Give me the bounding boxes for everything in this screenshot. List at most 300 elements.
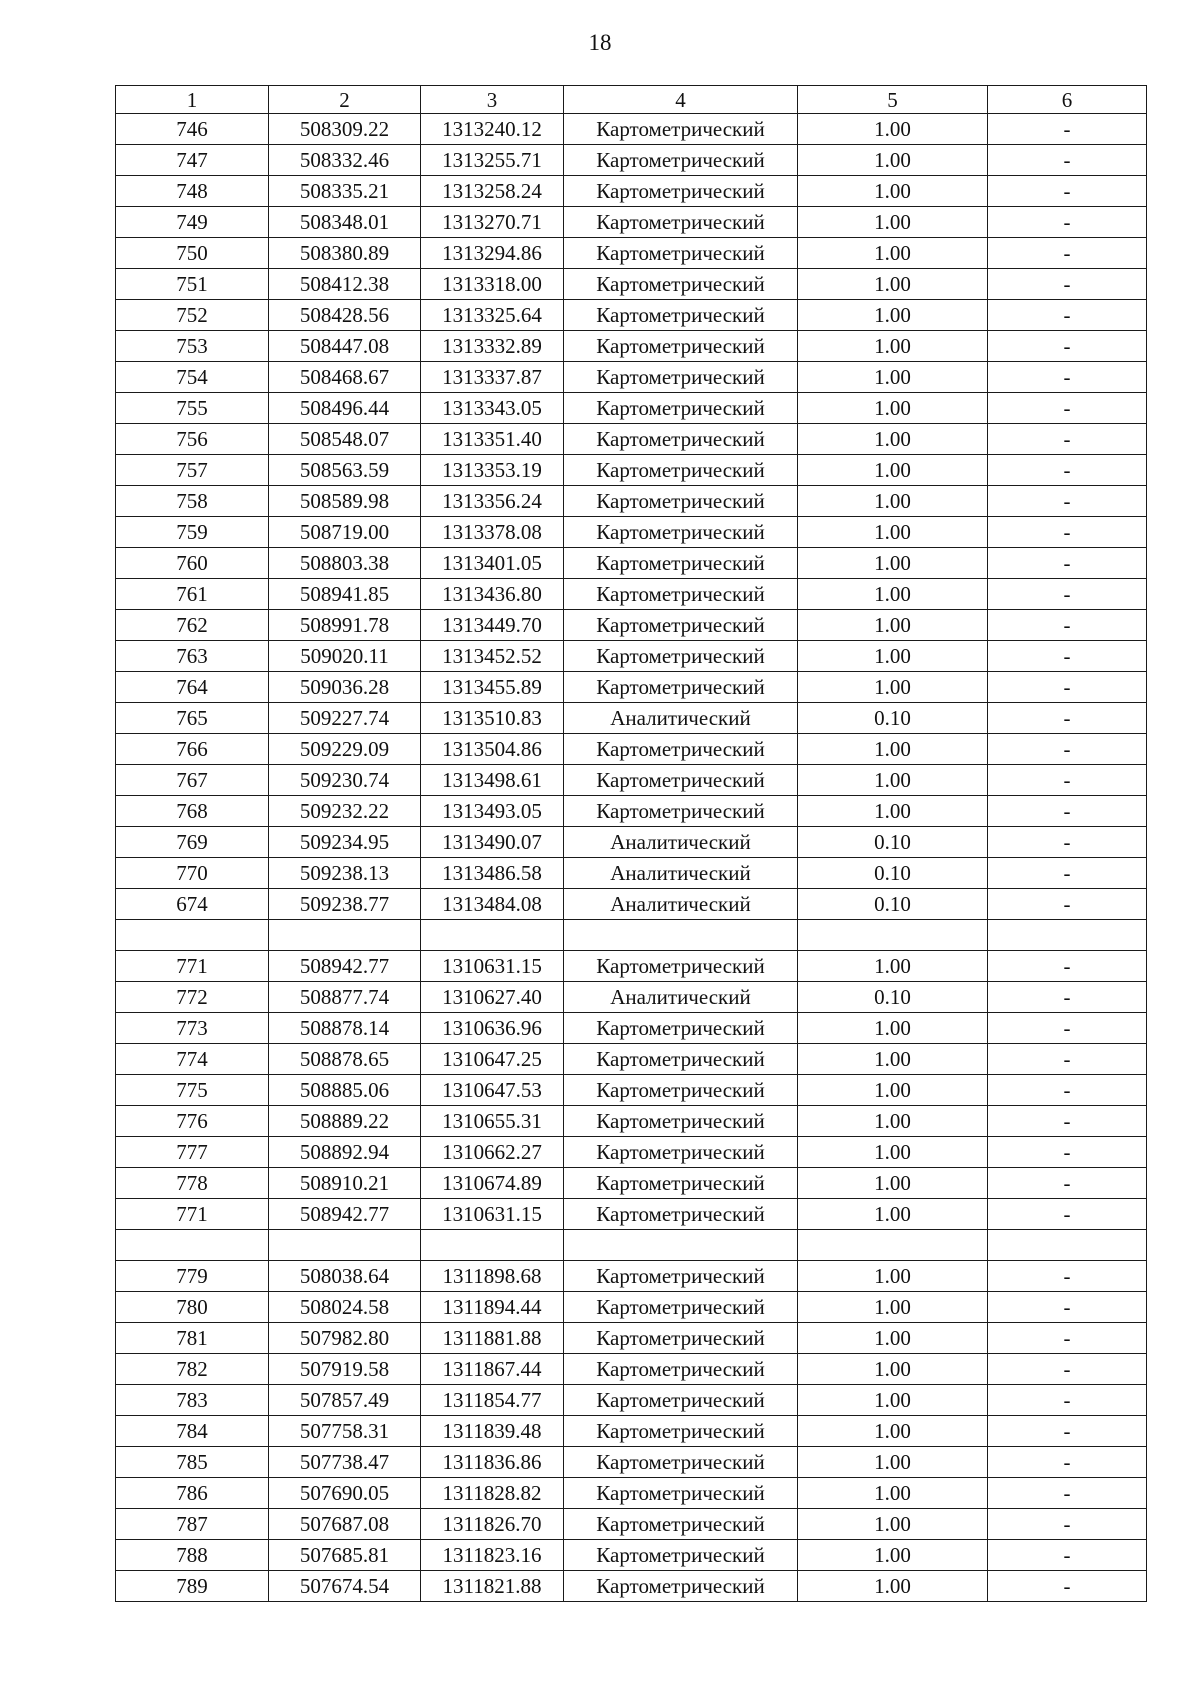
x-coordinate-cell [269, 1230, 421, 1261]
table-row [116, 1106, 1147, 1137]
note-cell: - [988, 610, 1147, 641]
table-row [116, 765, 1147, 796]
coordinates-table [115, 85, 1147, 1602]
method-cell: Картометрический [564, 1168, 798, 1199]
accuracy-cell: 1.00 [798, 1323, 988, 1354]
table-row [116, 982, 1147, 1013]
method-cell: Картометрический [564, 1323, 798, 1354]
x-coordinate-cell: 508589.98 [269, 486, 421, 517]
accuracy-cell: 0.10 [798, 858, 988, 889]
table-row [116, 1075, 1147, 1106]
method-cell: Картометрический [564, 1292, 798, 1323]
accuracy-cell [798, 1230, 988, 1261]
x-coordinate-cell: 507690.05 [269, 1478, 421, 1509]
y-coordinate-cell: 1313490.07 [421, 827, 564, 858]
accuracy-cell: 1.00 [798, 1168, 988, 1199]
x-coordinate-cell: 509238.77 [269, 889, 421, 920]
method-cell: Картометрический [564, 548, 798, 579]
accuracy-cell: 1.00 [798, 114, 988, 145]
accuracy-cell: 0.10 [798, 889, 988, 920]
point-number-cell: 782 [116, 1354, 269, 1385]
table-row [116, 145, 1147, 176]
y-coordinate-cell: 1310662.27 [421, 1137, 564, 1168]
point-number-cell: 764 [116, 672, 269, 703]
point-number-cell: 768 [116, 796, 269, 827]
method-cell: Картометрический [564, 1075, 798, 1106]
point-number-cell: 746 [116, 114, 269, 145]
method-cell: Картометрический [564, 145, 798, 176]
x-coordinate-cell: 508877.74 [269, 982, 421, 1013]
method-cell: Картометрический [564, 269, 798, 300]
note-cell: - [988, 1416, 1147, 1447]
point-number-cell: 758 [116, 486, 269, 517]
note-cell: - [988, 1478, 1147, 1509]
coordinates-table-body [116, 86, 1147, 1602]
table-row [116, 393, 1147, 424]
table-row [116, 703, 1147, 734]
table-row [116, 114, 1147, 145]
table-row [116, 486, 1147, 517]
page-number: 18 [588, 30, 612, 55]
x-coordinate-cell: 508889.22 [269, 1106, 421, 1137]
note-cell: - [988, 238, 1147, 269]
note-cell: - [988, 672, 1147, 703]
accuracy-cell: 1.00 [798, 1261, 988, 1292]
accuracy-cell: 1.00 [798, 362, 988, 393]
point-number-cell [116, 1230, 269, 1261]
point-number-cell: 755 [116, 393, 269, 424]
x-coordinate-cell [269, 920, 421, 951]
y-coordinate-cell: 1313258.24 [421, 176, 564, 207]
y-coordinate-cell: 1313356.24 [421, 486, 564, 517]
y-coordinate-cell: 1310647.53 [421, 1075, 564, 1106]
note-cell [988, 1230, 1147, 1261]
table-row [116, 269, 1147, 300]
note-cell: - [988, 393, 1147, 424]
note-cell: - [988, 207, 1147, 238]
table-row [116, 331, 1147, 362]
table-row [116, 889, 1147, 920]
method-cell [564, 1230, 798, 1261]
accuracy-cell: 1.00 [798, 1509, 988, 1540]
note-cell: - [988, 1168, 1147, 1199]
table-row [116, 300, 1147, 331]
point-number-cell: 751 [116, 269, 269, 300]
method-cell: Картометрический [564, 517, 798, 548]
note-cell: - [988, 517, 1147, 548]
accuracy-cell: 0.10 [798, 982, 988, 1013]
accuracy-cell: 1.00 [798, 1044, 988, 1075]
method-cell: Картометрический [564, 1013, 798, 1044]
point-number-cell: 749 [116, 207, 269, 238]
method-cell: Картометрический [564, 455, 798, 486]
note-cell: - [988, 176, 1147, 207]
point-number-cell: 787 [116, 1509, 269, 1540]
x-coordinate-cell: 508885.06 [269, 1075, 421, 1106]
table-row [116, 1354, 1147, 1385]
method-cell: Картометрический [564, 300, 798, 331]
accuracy-cell: 1.00 [798, 145, 988, 176]
accuracy-cell: 0.10 [798, 703, 988, 734]
note-cell: - [988, 424, 1147, 455]
x-coordinate-cell: 508878.65 [269, 1044, 421, 1075]
accuracy-cell: 1.00 [798, 1013, 988, 1044]
method-cell: Картометрический [564, 176, 798, 207]
table-row [116, 951, 1147, 982]
point-number-cell: 777 [116, 1137, 269, 1168]
accuracy-cell: 1.00 [798, 1075, 988, 1106]
table-row [116, 610, 1147, 641]
point-number-cell: 785 [116, 1447, 269, 1478]
y-coordinate-cell: 1313498.61 [421, 765, 564, 796]
y-coordinate-cell: 1310636.96 [421, 1013, 564, 1044]
y-coordinate-cell: 1311836.86 [421, 1447, 564, 1478]
note-cell: - [988, 114, 1147, 145]
point-number-cell: 766 [116, 734, 269, 765]
method-cell: Картометрический [564, 114, 798, 145]
accuracy-cell: 1.00 [798, 765, 988, 796]
note-cell: - [988, 982, 1147, 1013]
note-cell: - [988, 796, 1147, 827]
x-coordinate-cell: 508941.85 [269, 579, 421, 610]
accuracy-cell: 1.00 [798, 331, 988, 362]
point-number-cell: 783 [116, 1385, 269, 1416]
table-row [116, 548, 1147, 579]
y-coordinate-cell: 1311854.77 [421, 1385, 564, 1416]
y-coordinate-cell [421, 1230, 564, 1261]
note-cell: - [988, 300, 1147, 331]
x-coordinate-cell: 509234.95 [269, 827, 421, 858]
point-number-cell: 772 [116, 982, 269, 1013]
accuracy-cell: 1.00 [798, 1385, 988, 1416]
x-coordinate-cell: 507738.47 [269, 1447, 421, 1478]
x-coordinate-cell: 508548.07 [269, 424, 421, 455]
point-number-cell: 753 [116, 331, 269, 362]
table-row [116, 1540, 1147, 1571]
note-cell: - [988, 1292, 1147, 1323]
y-coordinate-cell: 1313240.12 [421, 114, 564, 145]
note-cell: - [988, 641, 1147, 672]
method-cell: Картометрический [564, 1416, 798, 1447]
table-row [116, 1230, 1147, 1261]
y-coordinate-cell: 1310674.89 [421, 1168, 564, 1199]
accuracy-cell: 1.00 [798, 1354, 988, 1385]
note-cell: - [988, 455, 1147, 486]
method-cell: Картометрический [564, 672, 798, 703]
y-coordinate-cell: 1313325.64 [421, 300, 564, 331]
accuracy-cell: 0.10 [798, 827, 988, 858]
y-coordinate-cell: 1313378.08 [421, 517, 564, 548]
accuracy-cell: 1.00 [798, 610, 988, 641]
y-coordinate-cell: 1311898.68 [421, 1261, 564, 1292]
y-coordinate-cell: 1313486.58 [421, 858, 564, 889]
method-cell: Картометрический [564, 1199, 798, 1230]
x-coordinate-cell: 508332.46 [269, 145, 421, 176]
table-row [116, 1447, 1147, 1478]
y-coordinate-cell: 1313449.70 [421, 610, 564, 641]
method-cell: Картометрический [564, 610, 798, 641]
method-cell: Картометрический [564, 765, 798, 796]
y-coordinate-cell: 1313353.19 [421, 455, 564, 486]
point-number-cell: 778 [116, 1168, 269, 1199]
y-coordinate-cell: 1310647.25 [421, 1044, 564, 1075]
table-row [116, 796, 1147, 827]
note-cell: - [988, 362, 1147, 393]
table-row [116, 1509, 1147, 1540]
accuracy-cell: 1.00 [798, 951, 988, 982]
method-cell: Аналитический [564, 858, 798, 889]
method-cell: Картометрический [564, 796, 798, 827]
x-coordinate-cell: 508412.38 [269, 269, 421, 300]
point-number-cell: 776 [116, 1106, 269, 1137]
method-cell: Картометрический [564, 207, 798, 238]
y-coordinate-cell: 1313294.86 [421, 238, 564, 269]
method-cell: Аналитический [564, 982, 798, 1013]
accuracy-cell: 1.00 [798, 393, 988, 424]
note-cell: - [988, 269, 1147, 300]
accuracy-cell: 1.00 [798, 734, 988, 765]
point-number-cell: 779 [116, 1261, 269, 1292]
y-coordinate-cell: 1313504.86 [421, 734, 564, 765]
table-row [116, 579, 1147, 610]
point-number-cell: 769 [116, 827, 269, 858]
note-cell: - [988, 1199, 1147, 1230]
note-cell: - [988, 579, 1147, 610]
method-cell: Картометрический [564, 579, 798, 610]
point-number-cell: 771 [116, 1199, 269, 1230]
table-row [116, 1044, 1147, 1075]
point-number-cell: 775 [116, 1075, 269, 1106]
note-cell: - [988, 1323, 1147, 1354]
y-coordinate-cell: 1313510.83 [421, 703, 564, 734]
y-coordinate-cell: 1313401.05 [421, 548, 564, 579]
table-row [116, 1168, 1147, 1199]
table-row [116, 517, 1147, 548]
note-cell: - [988, 548, 1147, 579]
table-row [116, 1571, 1147, 1602]
table-row [116, 238, 1147, 269]
y-coordinate-cell: 1313436.80 [421, 579, 564, 610]
point-number-cell: 771 [116, 951, 269, 982]
header-cell-2: 2 [269, 86, 421, 114]
note-cell: - [988, 1571, 1147, 1602]
y-coordinate-cell: 1313270.71 [421, 207, 564, 238]
note-cell: - [988, 858, 1147, 889]
accuracy-cell: 1.00 [798, 1199, 988, 1230]
y-coordinate-cell: 1313493.05 [421, 796, 564, 827]
method-cell: Картометрический [564, 1354, 798, 1385]
table-row [116, 362, 1147, 393]
header-cell-6: 6 [988, 86, 1147, 114]
y-coordinate-cell: 1311821.88 [421, 1571, 564, 1602]
point-number-cell: 763 [116, 641, 269, 672]
x-coordinate-cell: 508803.38 [269, 548, 421, 579]
table-row [116, 455, 1147, 486]
accuracy-cell: 1.00 [798, 1416, 988, 1447]
x-coordinate-cell: 507685.81 [269, 1540, 421, 1571]
note-cell: - [988, 1540, 1147, 1571]
method-cell: Картометрический [564, 641, 798, 672]
method-cell: Картометрический [564, 1106, 798, 1137]
table-row [116, 734, 1147, 765]
accuracy-cell: 1.00 [798, 207, 988, 238]
note-cell: - [988, 1106, 1147, 1137]
y-coordinate-cell: 1311894.44 [421, 1292, 564, 1323]
point-number-cell: 780 [116, 1292, 269, 1323]
x-coordinate-cell: 508447.08 [269, 331, 421, 362]
point-number-cell: 752 [116, 300, 269, 331]
method-cell: Картометрический [564, 734, 798, 765]
x-coordinate-cell: 508942.77 [269, 951, 421, 982]
table-row [116, 176, 1147, 207]
y-coordinate-cell: 1311828.82 [421, 1478, 564, 1509]
point-number-cell: 760 [116, 548, 269, 579]
x-coordinate-cell: 507758.31 [269, 1416, 421, 1447]
method-cell: Картометрический [564, 951, 798, 982]
method-cell: Картометрический [564, 1044, 798, 1075]
table-row [116, 641, 1147, 672]
y-coordinate-cell: 1313255.71 [421, 145, 564, 176]
point-number-cell: 789 [116, 1571, 269, 1602]
accuracy-cell: 1.00 [798, 486, 988, 517]
x-coordinate-cell: 509232.22 [269, 796, 421, 827]
x-coordinate-cell: 509229.09 [269, 734, 421, 765]
table-row [116, 1261, 1147, 1292]
method-cell: Картометрический [564, 1447, 798, 1478]
table-row [116, 672, 1147, 703]
y-coordinate-cell: 1313452.52 [421, 641, 564, 672]
x-coordinate-cell: 508942.77 [269, 1199, 421, 1230]
accuracy-cell: 1.00 [798, 672, 988, 703]
header-cell-1: 1 [116, 86, 269, 114]
x-coordinate-cell: 508380.89 [269, 238, 421, 269]
note-cell: - [988, 1075, 1147, 1106]
point-number-cell: 756 [116, 424, 269, 455]
point-number-cell: 773 [116, 1013, 269, 1044]
x-coordinate-cell: 508496.44 [269, 393, 421, 424]
point-number-cell: 770 [116, 858, 269, 889]
point-number-cell: 750 [116, 238, 269, 269]
x-coordinate-cell: 508309.22 [269, 114, 421, 145]
y-coordinate-cell: 1311823.16 [421, 1540, 564, 1571]
method-cell: Картометрический [564, 486, 798, 517]
x-coordinate-cell: 508719.00 [269, 517, 421, 548]
method-cell: Картометрический [564, 238, 798, 269]
note-cell: - [988, 486, 1147, 517]
note-cell: - [988, 1044, 1147, 1075]
y-coordinate-cell: 1313343.05 [421, 393, 564, 424]
accuracy-cell: 1.00 [798, 579, 988, 610]
x-coordinate-cell: 508991.78 [269, 610, 421, 641]
accuracy-cell: 1.00 [798, 424, 988, 455]
point-number-cell: 774 [116, 1044, 269, 1075]
accuracy-cell: 1.00 [798, 641, 988, 672]
x-coordinate-cell: 508468.67 [269, 362, 421, 393]
note-cell: - [988, 734, 1147, 765]
x-coordinate-cell: 507857.49 [269, 1385, 421, 1416]
method-cell: Картометрический [564, 1137, 798, 1168]
y-coordinate-cell: 1311881.88 [421, 1323, 564, 1354]
method-cell [564, 920, 798, 951]
accuracy-cell: 1.00 [798, 1137, 988, 1168]
point-number-cell: 761 [116, 579, 269, 610]
accuracy-cell: 1.00 [798, 1106, 988, 1137]
header-cell-5: 5 [798, 86, 988, 114]
x-coordinate-cell: 509036.28 [269, 672, 421, 703]
accuracy-cell: 1.00 [798, 269, 988, 300]
y-coordinate-cell: 1313332.89 [421, 331, 564, 362]
header-cell-3: 3 [421, 86, 564, 114]
point-number-cell: 754 [116, 362, 269, 393]
note-cell: - [988, 1509, 1147, 1540]
table-row [116, 424, 1147, 455]
y-coordinate-cell: 1310631.15 [421, 951, 564, 982]
note-cell: - [988, 951, 1147, 982]
method-cell: Картометрический [564, 1540, 798, 1571]
table-row [116, 1385, 1147, 1416]
point-number-cell: 747 [116, 145, 269, 176]
method-cell: Картометрический [564, 331, 798, 362]
point-number-cell: 762 [116, 610, 269, 641]
y-coordinate-cell: 1313318.00 [421, 269, 564, 300]
x-coordinate-cell: 509020.11 [269, 641, 421, 672]
y-coordinate-cell: 1310631.15 [421, 1199, 564, 1230]
note-cell: - [988, 145, 1147, 176]
y-coordinate-cell: 1311839.48 [421, 1416, 564, 1447]
x-coordinate-cell: 507919.58 [269, 1354, 421, 1385]
note-cell: - [988, 1385, 1147, 1416]
accuracy-cell: 1.00 [798, 300, 988, 331]
x-coordinate-cell: 507674.54 [269, 1571, 421, 1602]
note-cell: - [988, 1354, 1147, 1385]
x-coordinate-cell: 508038.64 [269, 1261, 421, 1292]
x-coordinate-cell: 507687.08 [269, 1509, 421, 1540]
point-number-cell: 784 [116, 1416, 269, 1447]
x-coordinate-cell: 509227.74 [269, 703, 421, 734]
x-coordinate-cell: 508878.14 [269, 1013, 421, 1044]
y-coordinate-cell: 1313351.40 [421, 424, 564, 455]
y-coordinate-cell: 1313455.89 [421, 672, 564, 703]
accuracy-cell [798, 920, 988, 951]
note-cell: - [988, 703, 1147, 734]
method-cell: Аналитический [564, 889, 798, 920]
accuracy-cell: 1.00 [798, 1478, 988, 1509]
accuracy-cell: 1.00 [798, 238, 988, 269]
point-number-cell [116, 920, 269, 951]
accuracy-cell: 1.00 [798, 548, 988, 579]
table-row [116, 1013, 1147, 1044]
y-coordinate-cell: 1311867.44 [421, 1354, 564, 1385]
note-cell: - [988, 765, 1147, 796]
note-cell: - [988, 1013, 1147, 1044]
x-coordinate-cell: 508335.21 [269, 176, 421, 207]
table-row [116, 1292, 1147, 1323]
accuracy-cell: 1.00 [798, 517, 988, 548]
point-number-cell: 786 [116, 1478, 269, 1509]
point-number-cell: 759 [116, 517, 269, 548]
x-coordinate-cell: 508428.56 [269, 300, 421, 331]
y-coordinate-cell: 1313337.87 [421, 362, 564, 393]
table-row [116, 1416, 1147, 1447]
method-cell: Аналитический [564, 827, 798, 858]
y-coordinate-cell: 1313484.08 [421, 889, 564, 920]
y-coordinate-cell [421, 920, 564, 951]
x-coordinate-cell: 508892.94 [269, 1137, 421, 1168]
x-coordinate-cell: 508348.01 [269, 207, 421, 238]
x-coordinate-cell: 509230.74 [269, 765, 421, 796]
note-cell [988, 920, 1147, 951]
point-number-cell: 757 [116, 455, 269, 486]
